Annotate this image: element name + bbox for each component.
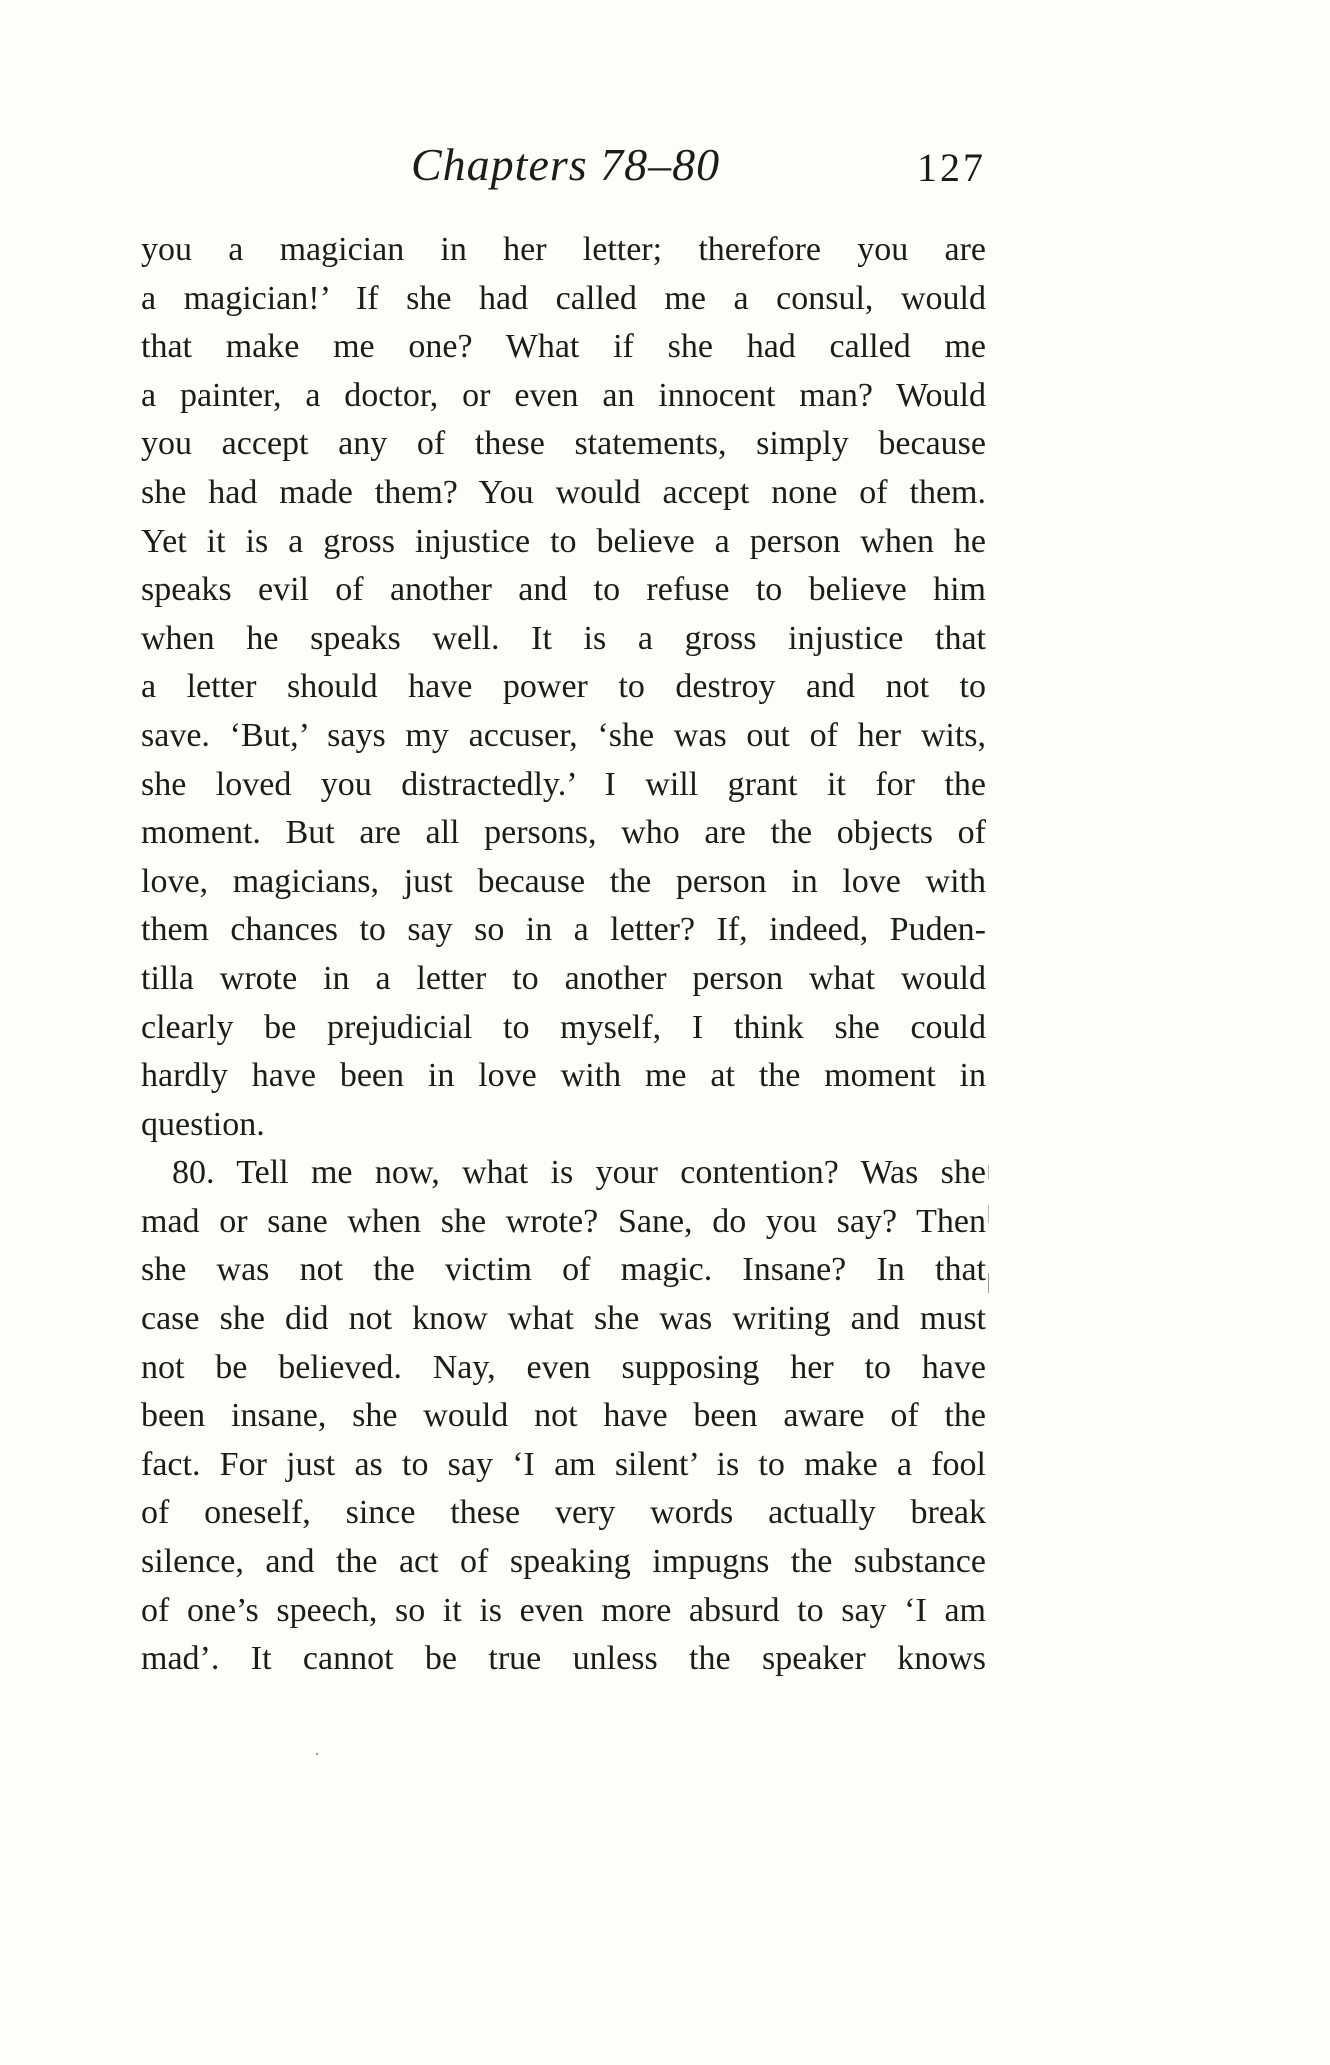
text-line: save. ‘But,’ says my accuser, ‘she was out of her wits, [141, 716, 986, 754]
paragraph-end-line: question. [141, 1105, 265, 1143]
text-line: tilla wrote in a letter to another person what would [141, 959, 986, 997]
text-line: a letter should have power to destroy and not to [141, 668, 986, 706]
chapter-title: Chapters 78–80 [411, 139, 721, 190]
text-line: Yet it is a gross injustice to believe a person when he [141, 522, 986, 560]
scan-speck [316, 1753, 318, 1755]
page-number: 127 [917, 145, 986, 190]
text-line: mad or sane when she wrote? Sane, do you say? Then [141, 1202, 986, 1240]
scan-margin-specks [988, 1165, 992, 1295]
text-line: them chances to say so in a letter? If, indeed, Puden- [141, 911, 986, 949]
running-head [141, 138, 986, 198]
text-line: silence, and the act of speaking impugns the substance [141, 1543, 986, 1581]
text-line: a magician!’ If she had called me a consul, would [141, 279, 986, 317]
text-line: she had made them? You would accept none of them. [141, 473, 986, 511]
text-line: you accept any of these statements, simply because [141, 425, 986, 463]
text-line: when he speaks well. It is a gross injustice that [141, 619, 986, 657]
text-line: fact. For just as to say ‘I am silent’ is to make a fool [141, 1445, 986, 1483]
text-line: a painter, a doctor, or even an innocent man? Would [141, 376, 986, 414]
text-line: not be believed. Nay, even supposing her to have [141, 1348, 986, 1386]
section-start-line: 80. Tell me now, what is your contention? Was she [172, 1154, 986, 1192]
text-line: she loved you distractedly.’ I will grant it for the [141, 765, 986, 803]
text-line: been insane, she would not have been aware of the [141, 1397, 986, 1435]
text-line: clearly be prejudicial to myself, I think she could [141, 1008, 986, 1046]
text-line: of oneself, since these very words actually break [141, 1494, 986, 1532]
text-line: moment. But are all persons, who are the objects of [141, 814, 986, 852]
text-line: speaks evil of another and to refuse to believe him [141, 571, 986, 609]
text-line: love, magicians, just because the person in love with [141, 862, 986, 900]
text-line: mad’. It cannot be true unless the speaker knows [141, 1640, 986, 1678]
text-line: you a magician in her letter; therefore you are [141, 231, 986, 268]
text-line: hardly have been in love with me at the moment in [141, 1057, 986, 1095]
text-line: she was not the victim of magic. Insane? In that [141, 1251, 986, 1289]
text-line: case she did not know what she was writing and must [141, 1300, 986, 1338]
body-text [141, 226, 986, 1684]
text-line: of one’s speech, so it is even more absurd to say ‘I am [141, 1591, 986, 1629]
text-line: that make me one? What if she had called me [141, 328, 986, 366]
